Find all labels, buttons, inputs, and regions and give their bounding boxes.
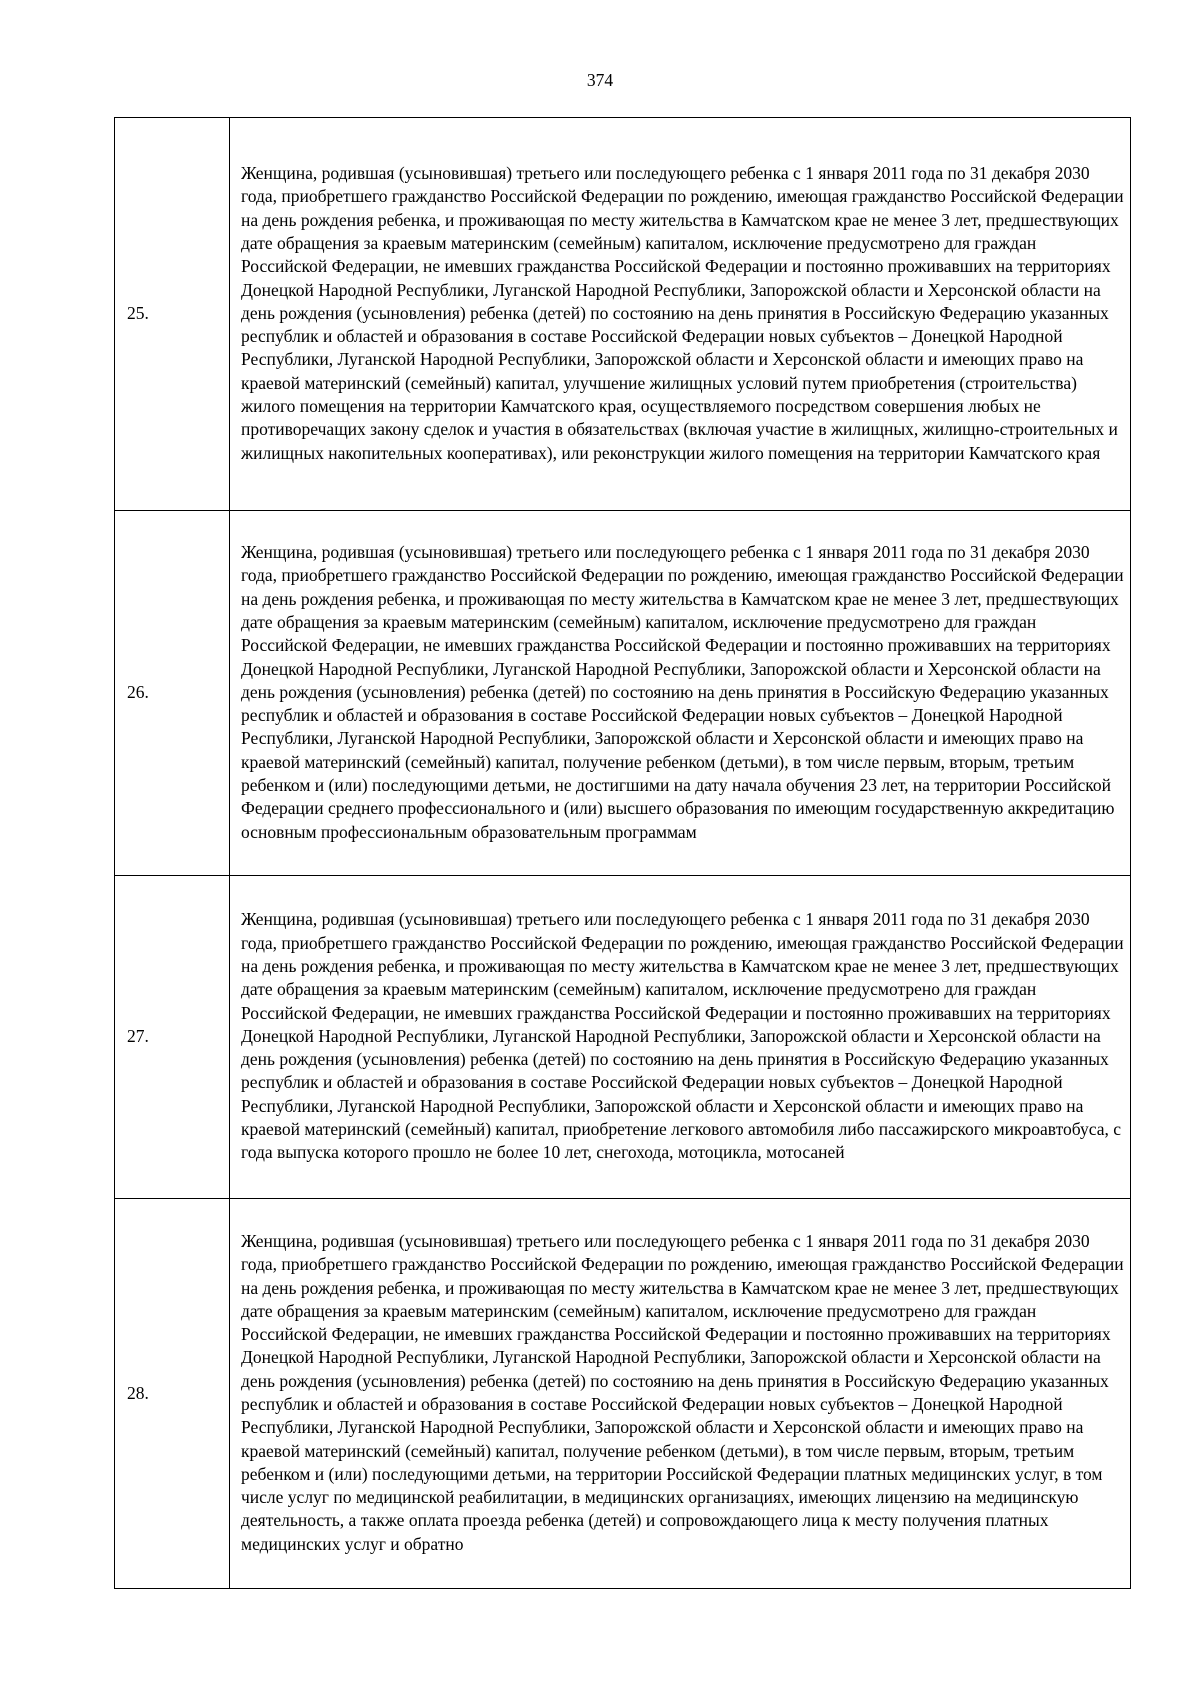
page-number: 374: [586, 70, 614, 90]
row-number: 27.: [115, 876, 230, 1199]
table-row: [115, 876, 1131, 1199]
row-number: 26.: [115, 511, 230, 876]
table-row: [115, 1199, 1131, 1589]
row-text: Женщина, родившая (усыновившая) третьего или последующего ребенка с 1 января 2011 года по 31 декабря 2030 года, приобретшего гражданство Российской Федерации по рождению, имеющая гражданство Российской Федерации на день рождения ребенка, и проживающая по месту жительства в Камчатском крае не менее 3 лет, предшествующих дате обращения за краевым материнским (семейным) капиталом, исключение предусмотрено для граждан Российской Федерации, не имевших гражданства Российской Федерации и постоянно проживавших на территориях Донецкой Народной Республики, Луганской Народной Республики, Запорожской области и Херсонской области на день рождения (усыновления) ребенка (детей) по состоянию на день принятия в Российскую Федерацию указанных республик и областей и образования в составе Российской Федерации новых субъектов – Донецкой Народной Республики, Луганской Народной Республики, Запорожской области и Херсонской области и имеющих право на краевой материнский (семейный) капитал, приобретение легкового автомобиля либо пассажирского микроавтобуса, с года выпуска которого прошло не более 10 лет, снегохода, мотоцикла, мотосаней: [230, 876, 1131, 1199]
row-text: Женщина, родившая (усыновившая) третьего или последующего ребенка с 1 января 2011 года по 31 декабря 2030 года, приобретшего гражданство Российской Федерации по рождению, имеющая гражданство Российской Федерации на день рождения ребенка, и проживающая по месту жительства в Камчатском крае не менее 3 лет, предшествующих дате обращения за краевым материнским (семейным) капиталом, исключение предусмотрено для граждан Российской Федерации, не имевших гражданства Российской Федерации и постоянно проживавших на территориях Донецкой Народной Республики, Луганской Народной Республики, Запорожской области и Херсонской области на день рождения (усыновления) ребенка (детей) по состоянию на день принятия в Российскую Федерацию указанных республик и областей и образования в составе Российской Федерации новых субъектов – Донецкой Народной Республики, Луганской Народной Республики, Запорожской области и Херсонской области и имеющих право на краевой материнский (семейный) капитал, получение ребенком (детьми), в том числе первым, вторым, третьим ребенком и (или) последующими детьми, не достигшими на дату начала обучения 23 лет, на территории Российской Федерации среднего профессионального и (или) высшего образования по имеющим государственную аккредитацию основным профессиональным образовательным программам: [230, 511, 1131, 876]
row-text: Женщина, родившая (усыновившая) третьего или последующего ребенка с 1 января 2011 года по 31 декабря 2030 года, приобретшего гражданство Российской Федерации по рождению, имеющая гражданство Российской Федерации на день рождения ребенка, и проживающая по месту жительства в Камчатском крае не менее 3 лет, предшествующих дате обращения за краевым материнским (семейным) капиталом, исключение предусмотрено для граждан Российской Федерации, не имевших гражданства Российской Федерации и постоянно проживавших на территориях Донецкой Народной Республики, Луганской Народной Республики, Запорожской области и Херсонской области на день рождения (усыновления) ребенка (детей) по состоянию на день принятия в Российскую Федерацию указанных республик и областей и образования в составе Российской Федерации новых субъектов – Донецкой Народной Республики, Луганской Народной Республики, Запорожской области и Херсонской области и имеющих право на краевой материнский (семейный) капитал, улучшение жилищных условий путем приобретения (строительства) жилого помещения на территории Камчатского края, осуществляемого посредством совершения любых не противоречащих закону сделок и участия в обязательствах (включая участие в жилищных, жилищно-строительных и жилищных накопительных кооперативах), или реконструкции жилого помещения на территории Камчатского края: [230, 118, 1131, 511]
row-number: 25.: [115, 118, 230, 511]
row-text: Женщина, родившая (усыновившая) третьего или последующего ребенка с 1 января 2011 года по 31 декабря 2030 года, приобретшего гражданство Российской Федерации по рождению, имеющая гражданство Российской Федерации на день рождения ребенка, и проживающая по месту жительства в Камчатском крае не менее 3 лет, предшествующих дате обращения за краевым материнским (семейным) капиталом, исключение предусмотрено для граждан Российской Федерации, не имевших гражданства Российской Федерации и постоянно проживавших на территориях Донецкой Народной Республики, Луганской Народной Республики, Запорожской области и Херсонской области на день рождения (усыновления) ребенка (детей) по состоянию на день принятия в Российскую Федерацию указанных республик и областей и образования в составе Российской Федерации новых субъектов – Донецкой Народной Республики, Луганской Народной Республики, Запорожской области и Херсонской области и имеющих право на краевой материнский (семейный) капитал, получение ребенком (детьми), в том числе первым, вторым, третьим ребенком и (или) последующими детьми, на территории Российской Федерации платных медицинских услуг, в том числе услуг по медицинской реабилитации, в медицинских организациях, имеющих лицензию на медицинскую деятельность, а также оплата проезда ребенка (детей) и сопровождающего лица к месту получения платных медицинских услуг и обратно: [230, 1199, 1131, 1589]
table-row: [115, 511, 1131, 876]
row-number: 28.: [115, 1199, 230, 1589]
table-row: [115, 118, 1131, 511]
document-table: [114, 117, 1131, 1589]
